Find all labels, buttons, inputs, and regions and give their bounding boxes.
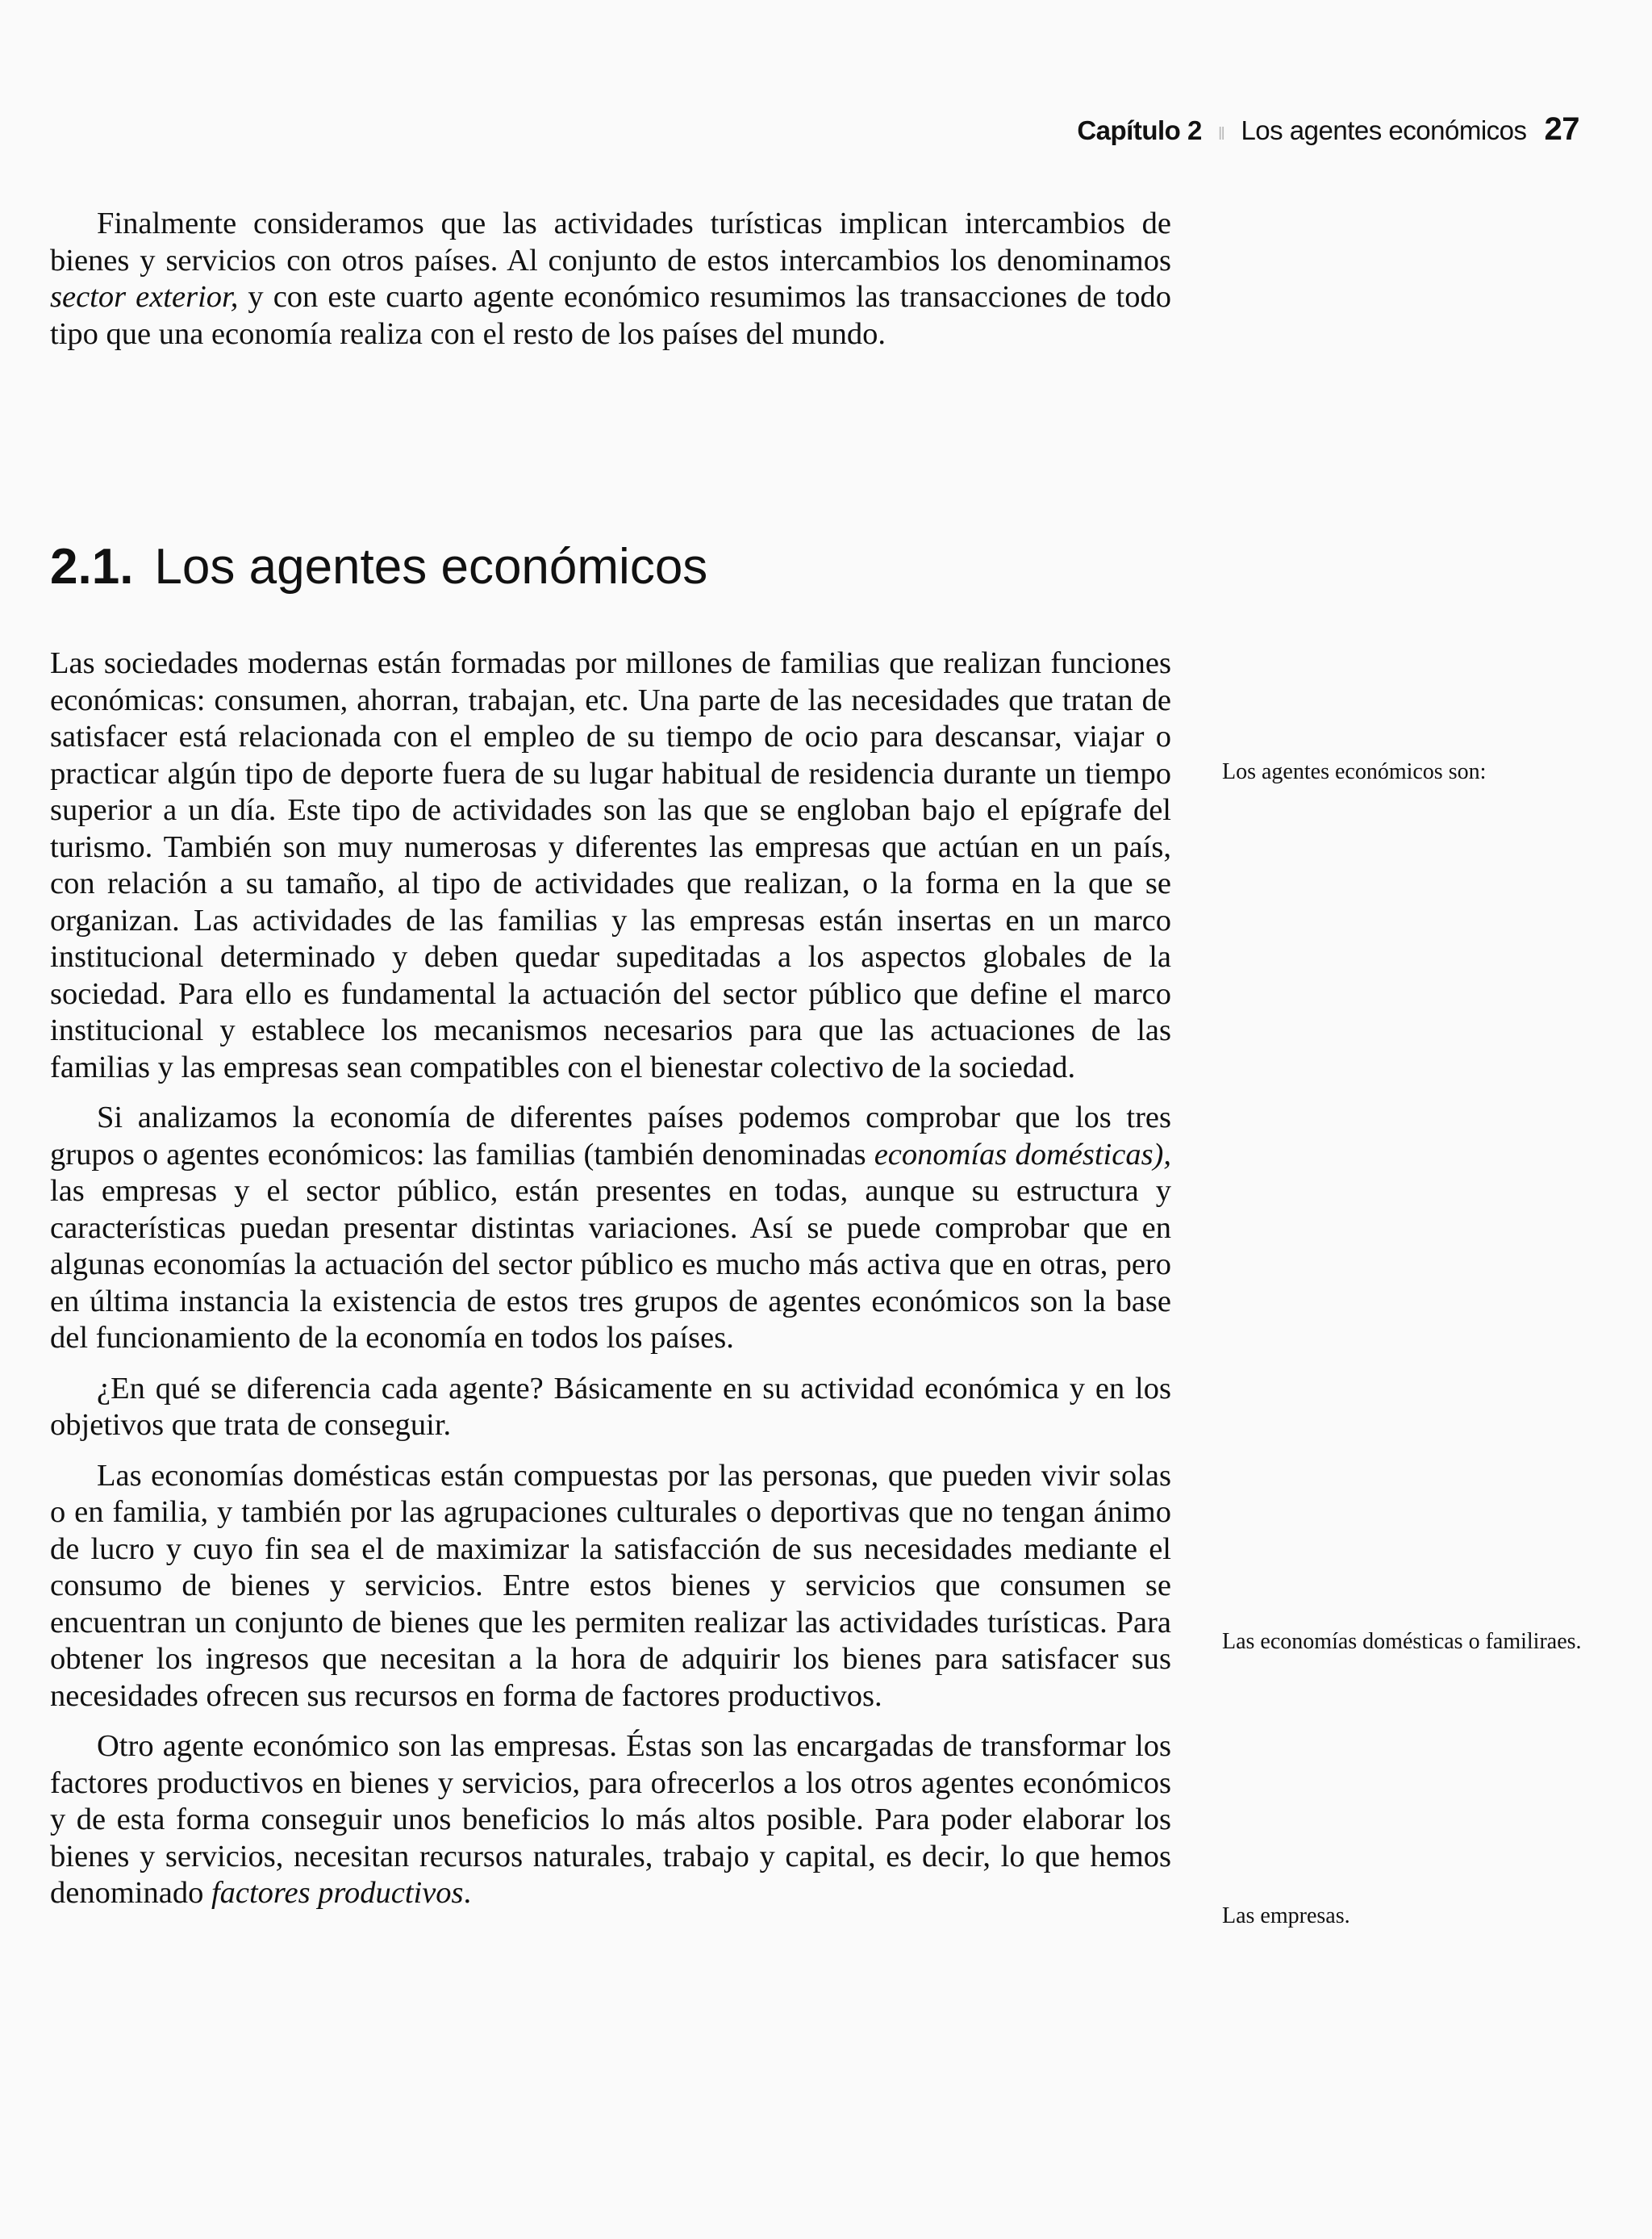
paragraph-5	[50, 1728, 1171, 1912]
margin-note-agents: Los agentes económicos son:	[1222, 759, 1487, 784]
header-separator: ‖	[1217, 123, 1225, 144]
paragraph-2	[50, 1100, 1171, 1357]
intro-text-after: y con este cuarto agente económico resumimos las transacciones de todo tipo que una economía realiza con el resto de los países del mundo.	[50, 280, 1171, 351]
p5-text-before: Otro agente económico son las empresas. Éstas son las encargadas de transformar los factores productivos en bienes y servicios, para ofrecerlos a los otros agentes económicos y de esta forma conseguir unos beneficios lo más altos posible. Para poder elaborar los bienes y servicios, necesitan recursos naturales, trabajo y capital, es decir, lo que hemos denominado	[50, 1729, 1171, 1910]
chapter-title: Los agentes económicos	[1241, 115, 1527, 145]
paragraph-4: Las economías domésticas están compuestas por las personas, que pueden vivir solas o en familia, y también por las agrupaciones culturales o deportivas que no tengan ánimo de lucro y cuyo fin sea el de maximizar la satisfacción de sus necesidades mediante el consumo de bienes y servicios. Entre estos bienes y servicios que consumen se encuentran un conjunto de bienes que les permiten realizar las actividades turísticas. Para obtener los ingresos que necesitan a la hora de adquirir los bienes para satisfacer sus necesidades ofrecen sus recursos en forma de factores productivos.	[50, 1458, 1171, 1713]
section-title: Los agentes económicos	[154, 539, 708, 595]
p2-text-before: Si analizamos la economía de diferentes países podemos comprobar que los tres grupos o agentes económicos: las familias (también denominadas	[50, 1101, 1171, 1172]
section-number: 2.1.	[50, 539, 134, 595]
page-number: 27	[1544, 111, 1579, 147]
running-header	[1077, 111, 1579, 148]
paragraph-3: ¿En qué se diferencia cada agente? Básicamente en su actividad económica y en los objetivos que trata de conseguir.	[50, 1371, 1171, 1442]
section-heading	[50, 539, 1099, 595]
main-text-block	[50, 645, 1171, 1912]
margin-note-firms: Las empresas.	[1222, 1903, 1350, 1928]
margin-note-households: Las economías domésticas o familiraes.	[1222, 1629, 1582, 1654]
p5-emphasis: factores productivos	[211, 1876, 464, 1910]
chapter-label: Capítulo 2	[1077, 115, 1202, 145]
p2-emphasis: economías domésticas),	[874, 1137, 1172, 1172]
intro-paragraph-block	[50, 206, 1171, 353]
intro-text-before: Finalmente consideramos que las actividades turísticas implican intercambios de bienes y servicios con otros países. Al conjunto de estos intercambios los denominamos	[50, 207, 1171, 278]
intro-emphasis: sector exterior,	[50, 280, 239, 314]
p5-text-after: .	[463, 1876, 472, 1910]
intro-paragraph	[50, 206, 1171, 353]
p2-text-after: las empresas y el sector público, están presentes en todas, aunque su estructura y características puedan presentar distintas variaciones. Así se puede comprobar que en algunas economías la actuación del sector público es mucho más activa que en otras, pero en última instancia la existencia de estos tres grupos de agentes económicos son la base del funcionamiento de la economía en todos los países.	[50, 1174, 1171, 1355]
paragraph-1: Las sociedades modernas están formadas por millones de familias que realizan funciones económicas: consumen, ahorran, trabajan, etc. Una parte de las necesidades que tratan de satisfacer está relacionada con el empleo de su tiempo de ocio para descansar, viajar o practicar algún tipo de deporte fuera de su lugar habitual de residencia durante un tiempo superior a un día. Este tipo de actividades son las que se engloban bajo el epígrafe del turismo. También son muy numerosas y diferentes las empresas que actúan en un país, con relación a su tamaño, al tipo de actividades que realizan, o la forma en la que se organizan. Las actividades de las familias y las empresas están insertas en un marco institucional determinado y deben quedar supeditadas a los aspectos globales de la sociedad. Para ello es fundamental la actuación del sector público que define el marco institucional y establece los mecanismos necesarios para que las actuaciones de las familias y las empresas sean compatibles con el bienestar colectivo de la sociedad.	[50, 646, 1171, 1084]
